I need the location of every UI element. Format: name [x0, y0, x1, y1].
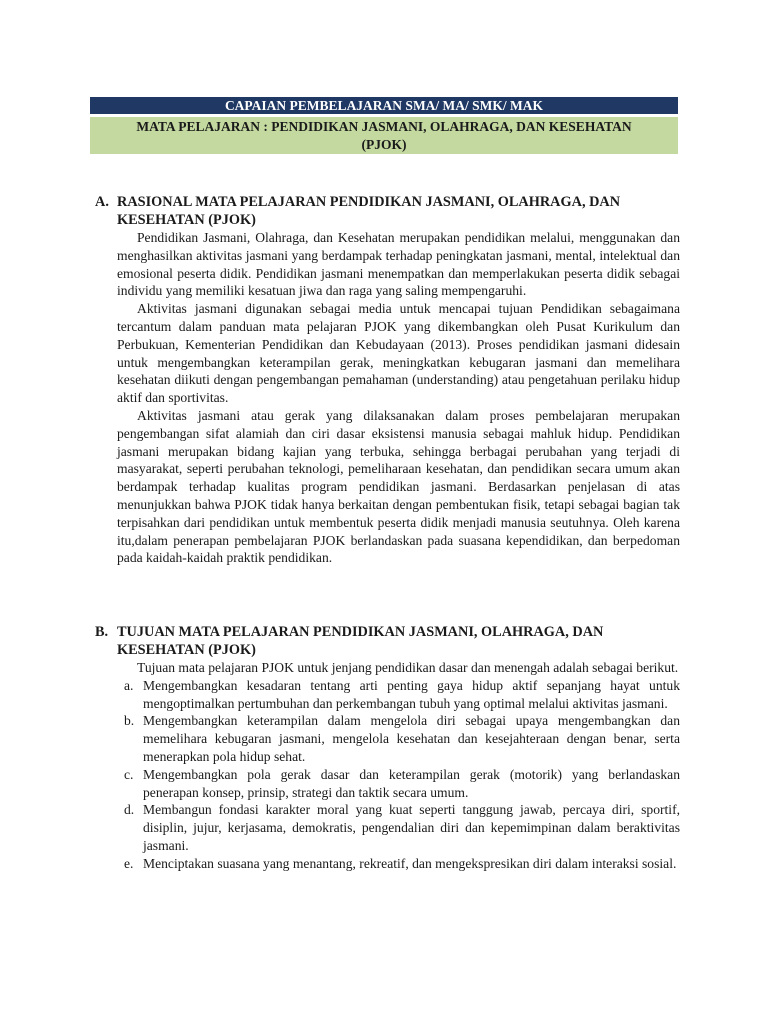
list-marker: a. — [124, 677, 134, 693]
subject-banner — [90, 117, 678, 154]
list-item — [117, 766, 680, 802]
subject-title-line2: (PJOK) — [361, 137, 407, 152]
paragraph: Pendidikan Jasmani, Olahraga, dan Kesehatan merupakan pendidikan melalui, menggunakan dan menghasilkan aktivitas jasmani yang berdampak terhadap peningkatan jasmani, mental, intelektual dan emosional peserta didik. Pendidikan jasmani menempatkan dan memperlakukan peserta didik sebagai individu yang memiliki kesatuan jiwa dan raga yang saling mempengaruhi. — [117, 230, 680, 299]
list-item — [117, 677, 680, 713]
list-item-text: Mengembangkan pola gerak dasar dan keterampilan gerak (motorik) yang berlandaskan penerapan konsep, prinsip, strategi dan taktik secara umum. — [143, 766, 680, 800]
list-marker: d. — [124, 802, 135, 818]
list-item-text: Membangun fondasi karakter moral yang kuat seperti tanggung jawab, percaya diri, sportif, disiplin, jujur, kerjasama, demokratis, pengendalian diri dan kepemimpinan dalam beraktivitas jasmani. — [143, 802, 680, 853]
objectives-list — [117, 677, 680, 873]
list-marker: b. — [124, 713, 135, 729]
section-heading — [90, 623, 680, 659]
section-letter: A. — [95, 194, 109, 210]
paragraph: Aktivitas jasmani digunakan sebagai media untuk mencapai tujuan Pendidikan sebagaimana tercantum dalam panduan mata pelajaran PJOK yang dikembangkan oleh Pusat Kurikulum dan Perbukuan, Kementerian Pendidikan dan Kebudayaan (2013). Proses pendidikan jasmani didesain untuk mengembangkan keterampilan gerak, meningkatkan kebugaran jasmani dan memelihara kesehatan diikuti dengan pengembangan pemahaman (understanding) atau pengetahuan perilaku hidup aktif dan sportivitas. — [117, 301, 680, 406]
section-title: TUJUAN MATA PELAJARAN PENDIDIKAN JASMANI, OLAHRAGA, DAN KESEHATAN (PJOK) — [117, 624, 604, 658]
document-title-banner — [90, 97, 678, 114]
list-item — [117, 855, 680, 873]
list-item-text: Menciptakan suasana yang menantang, rekreatif, dan mengekspresikan diri dalam interaksi sosial. — [143, 855, 677, 871]
list-item-text: Mengembangkan keterampilan dalam mengelola diri sebagai upaya mengembangkan dan memelihara kebugaran jasmani, mengelola kesehatan dan kesejahteraan dengan benar, serta menerapkan pola hidup sehat. — [143, 713, 680, 764]
intro-paragraph: Tujuan mata pelajaran PJOK untuk jenjang pendidikan dasar dan menengah adalah sebagai berikut. — [137, 660, 679, 675]
section-heading — [90, 193, 680, 229]
paragraph: Aktivitas jasmani atau gerak yang dilaksanakan dalam proses pembelajaran merupakan pengembangan sifat alamiah dan ciri dasar eksistensi manusia sebagai mahluk hidup. Pendidikan jasmani merupakan bidang kajian yang terbuka, sehingga berbagai perubahan yang terjadi di masyarakat, seperti perubahan teknologi, pemeliharaan kesehatan, dan pendidikan secara umum akan berdampak terhadap kualitas program pendidikan jasmani. Berdasarkan penjelasan di atas menunjukkan bahwa PJOK tidak hanya berkaitan dengan pembentukan fisik, tetapi sebagai bagian tak terpisahkan dari pendidikan untuk membentuk peserta didik menjadi manusia seutuhnya. Oleh karena itu,dalam penerapan pembelajaran PJOK berlandaskan pada suasana kependidikan, dan berpedoman pada kaidah-kaidah praktik pendidikan. — [117, 407, 680, 566]
section-tujuan — [90, 623, 680, 873]
list-marker: c. — [124, 766, 134, 782]
list-marker: e. — [124, 855, 134, 871]
section-title: RASIONAL MATA PELAJARAN PENDIDIKAN JASMANI, OLAHRAGA, DAN KESEHATAN (PJOK) — [117, 194, 621, 228]
section-rasional — [90, 193, 680, 567]
list-item — [117, 712, 680, 765]
section-letter: B. — [95, 624, 109, 640]
list-item — [117, 801, 680, 854]
subject-title-line1: MATA PELAJARAN : PENDIDIKAN JASMANI, OLAHRAGA, DAN KESEHATAN — [136, 119, 632, 134]
list-item-text: Mengembangkan kesadaran tentang arti penting gaya hidup aktif sepanjang hayat untuk mengoptimalkan pertumbuhan dan perkembangan tubuh yang optimal melalui aktivitas jasmani. — [143, 677, 680, 711]
document-title: CAPAIAN PEMBELAJARAN SMA/ MA/ SMK/ MAK — [224, 98, 544, 113]
